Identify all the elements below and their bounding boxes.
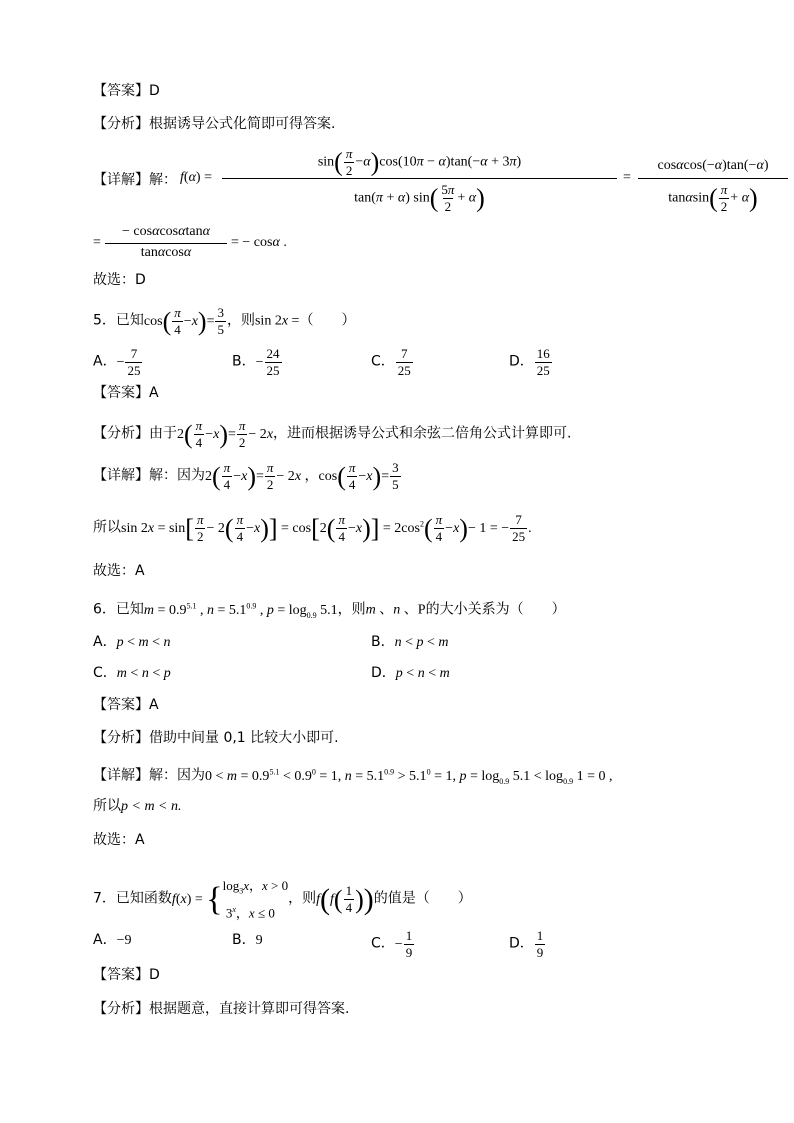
q6-so-line: [93, 796, 182, 817]
q5-stem: [93, 305, 355, 338]
detail-label: 【详解】: [93, 467, 149, 484]
answer-value: D: [149, 83, 160, 99]
q5-option-c[interactable]: [371, 346, 414, 379]
question-number: 5．: [93, 312, 116, 329]
analysis-text: 根据诱导公式化简即可得答案.: [149, 116, 336, 132]
answer-label: 【答案】: [93, 697, 149, 713]
stem-prefix: 已知: [115, 312, 144, 329]
stem-paren: （ ）: [299, 312, 356, 329]
option-value: $\frac{7}{25}$: [397, 346, 411, 378]
question-number: 7．: [93, 890, 116, 907]
option-value: p < m < n: [116, 635, 171, 650]
so-formula: p < m < n.: [121, 799, 182, 814]
q6-stem: [93, 596, 566, 625]
analysis-text: 借助中间量 0,1 比较大小即可.: [149, 730, 339, 746]
choice-value: D: [135, 272, 146, 288]
option-value: − $\frac{7}{25}$: [116, 346, 141, 378]
choice-label: 故选：: [93, 272, 135, 288]
q5-analysis-line: [93, 418, 571, 451]
option-letter: C．: [93, 665, 117, 681]
answer-value: A: [149, 385, 159, 401]
choice-label: 故选：: [93, 832, 135, 848]
q5-answer-line: [93, 383, 159, 403]
detail-text: 解：因为: [149, 467, 205, 484]
option-letter: B．: [371, 634, 395, 650]
q7-answer-line: [93, 965, 160, 985]
option-value: − $\frac{1}{9}$: [394, 928, 413, 960]
option-letter: C．: [371, 353, 395, 370]
option-value: − $\frac{24}{25}$: [255, 346, 280, 378]
detail-prefix: 解：: [149, 172, 177, 188]
stem-vars: m 、n 、P: [365, 602, 426, 618]
answer-label: 【答案】: [93, 83, 149, 99]
answer-value: A: [149, 697, 159, 713]
q6-option-b[interactable]: [371, 632, 449, 653]
q4-choice-line: [93, 270, 146, 290]
analysis-formula: 2( $\frac{\pi}{4}$ −x)= $\frac{\pi}{2}$ − 2x: [177, 418, 274, 450]
analysis-post: ，进而根据诱导公式和余弦二倍角公式计算即可.: [273, 425, 572, 442]
question-number: 6．: [93, 601, 116, 618]
q6-detail-line: [93, 762, 612, 791]
stem-end: 的值是（ ）: [373, 890, 472, 907]
option-value: m < n < p: [116, 666, 171, 681]
option-value: n < p < m: [394, 635, 449, 650]
choice-label: 故选：: [93, 563, 135, 579]
q7-option-d[interactable]: [509, 928, 546, 961]
detail-label: 【详解】: [93, 172, 149, 188]
stem-formula: $m = 0.9^{5.1}$ , $n = 5.1^{0.9}$ , $p = \log_{0.9} 5.1$: [143, 601, 338, 620]
option-letter: D．: [509, 353, 534, 370]
stem-suffix: ，则: [226, 312, 255, 329]
q6-choice-line: [93, 830, 145, 850]
detail-label: 【详解】: [93, 767, 149, 784]
q6-answer-line: [93, 695, 159, 715]
stem-prefix: 已知: [115, 601, 144, 618]
option-value: 9: [255, 933, 263, 948]
option-letter: A．: [93, 353, 117, 370]
option-letter: D．: [509, 935, 534, 952]
option-value: $\frac{16}{25}$: [536, 346, 550, 378]
answer-label: 【答案】: [93, 385, 149, 401]
so-formula: sin 2x = sin[ $\frac{\pi}{2}$ − 2( $\frac{\pi}{4}$ −x)] = cos[2( $\frac{\pi}{4}$ $-x)] = 2\cos^2$( $\frac{\pi}{4}$ −x)− 1 = − $\frac{7}{25}$ .: [121, 512, 532, 544]
stem-formula: cos( $\frac{\pi}{4}$ −x)= $\frac{3}{5}$: [143, 305, 224, 337]
stem-mid: ，则: [288, 890, 317, 907]
choice-value: A: [135, 563, 145, 579]
analysis-label: 【分析】: [93, 425, 149, 442]
stem-formula: f(x) = { $\log_3x$，x > 0 3$^x$，x ≤ 0: [171, 878, 289, 920]
q5-option-b[interactable]: [232, 346, 283, 379]
answer-label: 【答案】: [93, 967, 149, 983]
analysis-label: 【分析】: [93, 1001, 149, 1017]
option-letter: C．: [371, 935, 395, 952]
q4-detail-line: [93, 170, 177, 190]
q7-option-a[interactable]: [93, 930, 131, 951]
option-letter: A．: [93, 634, 117, 650]
choice-value: A: [135, 832, 145, 848]
q7-option-c[interactable]: [371, 928, 415, 961]
detail-formula: $0 < m = 0.9^{5.1} < 0.9^0 = 1$, $n = 5.1^{0.9} > 5.1^0 = 1$, $p = \log_{0.9} 5.1 < \log_{0.9} 1 = 0$ ,: [205, 767, 613, 786]
analysis-label: 【分析】: [93, 730, 149, 746]
answer-value: D: [149, 967, 160, 983]
option-letter: B．: [232, 932, 256, 948]
option-value: −9: [116, 933, 132, 948]
q6-option-c[interactable]: [93, 663, 171, 684]
stem-prefix: 已知函数: [115, 890, 172, 907]
option-letter: A．: [93, 932, 117, 948]
q5-so-line: [93, 512, 532, 545]
detail-text: 解：因为: [149, 767, 205, 784]
detail-formula: 2( $\frac{\pi}{4}$ −x)= $\frac{\pi}{2}$ − 2x ，cos( $\frac{\pi}{4}$ −x)= $\frac{3}{5}$: [205, 460, 399, 492]
so-text: 所以: [93, 798, 121, 814]
analysis-label: 【分析】: [93, 116, 149, 132]
stem-end: 的大小关系为（ ）: [425, 601, 566, 618]
option-letter: D．: [371, 665, 396, 681]
q5-option-a[interactable]: [93, 346, 143, 379]
option-letter: B．: [232, 353, 256, 370]
stem-suffix: ，则: [337, 601, 366, 618]
option-value: $\frac{1}{9}$: [536, 928, 544, 960]
q4-analysis-line: [93, 114, 335, 134]
q4-answer-line: [93, 81, 160, 101]
analysis-pre: 由于: [149, 425, 177, 442]
q6-option-d[interactable]: [371, 663, 450, 684]
q5-option-d[interactable]: [509, 346, 553, 379]
q7-option-b[interactable]: [232, 930, 263, 951]
so-text: 所以: [93, 519, 121, 536]
stem-formula-2: f(f( $\frac{1}{4}$ )): [316, 882, 374, 916]
option-value: p < n < m: [395, 666, 450, 681]
q5-detail-line: [93, 460, 402, 493]
stem-formula-2: sin 2x =: [254, 313, 300, 329]
q7-stem: [93, 877, 472, 922]
analysis-text: 根据题意，直接计算即可得答案.: [149, 1001, 350, 1017]
q7-analysis-line: [93, 999, 349, 1019]
q6-option-a[interactable]: [93, 632, 171, 653]
q6-analysis-line: [93, 728, 339, 748]
q4-formula-2: = − cosαcosαtanα tanαcosα = − cosα .: [93, 224, 287, 260]
q5-choice-line: [93, 561, 145, 581]
